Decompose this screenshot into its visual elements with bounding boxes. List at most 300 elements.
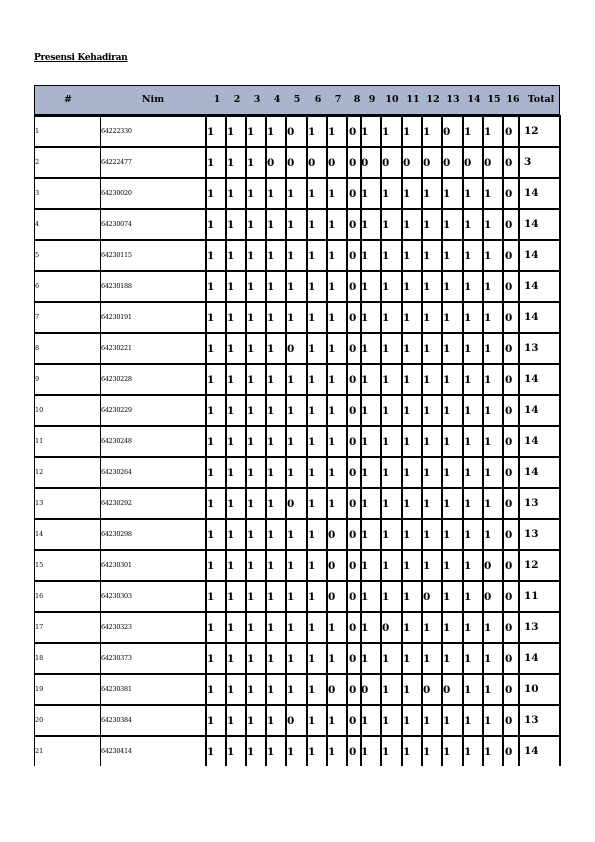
attendance-cell: 0 <box>349 312 357 324</box>
attendance-cell: 1 <box>247 467 255 479</box>
attendance-cell: 1 <box>227 498 235 510</box>
attendance-cell: 0 <box>505 467 513 479</box>
row-number: 6 <box>35 282 40 290</box>
column-divider <box>245 115 247 766</box>
attendance-cell: 1 <box>423 746 431 758</box>
attendance-cell: 0 <box>349 374 357 386</box>
attendance-cell: 1 <box>443 405 451 417</box>
attendance-cell: 0 <box>484 591 492 603</box>
attendance-cell: 1 <box>247 126 255 138</box>
attendance-cell: 1 <box>247 591 255 603</box>
attendance-cell: 1 <box>464 591 472 603</box>
attendance-cell: 0 <box>287 343 295 355</box>
attendance-cell: 1 <box>382 374 390 386</box>
attendance-cell: 0 <box>505 312 513 324</box>
attendance-cell: 1 <box>328 498 336 510</box>
attendance-cell: 1 <box>227 219 235 231</box>
row-nim: 64222330 <box>101 127 132 135</box>
attendance-cell: 1 <box>382 653 390 665</box>
attendance-cell: 1 <box>443 622 451 634</box>
row-total: 14 <box>524 187 539 199</box>
attendance-cell: 1 <box>328 622 336 634</box>
attendance-cell: 1 <box>361 746 369 758</box>
attendance-cell: 0 <box>505 250 513 262</box>
attendance-cell: 0 <box>349 436 357 448</box>
attendance-cell: 1 <box>227 312 235 324</box>
row-total: 11 <box>524 590 539 602</box>
column-divider <box>559 115 561 766</box>
attendance-cell: 0 <box>505 281 513 293</box>
column-divider <box>100 115 101 766</box>
attendance-cell: 0 <box>349 250 357 262</box>
attendance-cell: 1 <box>207 684 215 696</box>
attendance-cell: 1 <box>361 591 369 603</box>
attendance-cell: 1 <box>423 498 431 510</box>
attendance-cell: 1 <box>484 281 492 293</box>
attendance-cell: 1 <box>287 281 295 293</box>
attendance-cell: 1 <box>247 188 255 200</box>
attendance-cell: 1 <box>382 188 390 200</box>
header-session-2: 2 <box>233 94 241 105</box>
column-divider <box>502 115 504 766</box>
attendance-cell: 1 <box>227 715 235 727</box>
attendance-cell: 1 <box>207 405 215 417</box>
attendance-cell: 1 <box>423 622 431 634</box>
attendance-cell: 1 <box>287 188 295 200</box>
attendance-cell: 1 <box>207 529 215 541</box>
attendance-cell: 1 <box>328 126 336 138</box>
attendance-cell: 1 <box>423 715 431 727</box>
attendance-cell: 1 <box>423 467 431 479</box>
column-divider <box>421 115 423 766</box>
row-number: 19 <box>35 685 44 693</box>
header-session-5: 5 <box>293 94 301 105</box>
attendance-cell: 0 <box>349 684 357 696</box>
attendance-cell: 1 <box>423 126 431 138</box>
attendance-cell: 0 <box>361 684 369 696</box>
attendance-cell: 1 <box>287 436 295 448</box>
attendance-cell: 1 <box>267 467 275 479</box>
attendance-cell: 1 <box>227 188 235 200</box>
attendance-cell: 1 <box>403 250 411 262</box>
attendance-cell: 0 <box>349 746 357 758</box>
attendance-cell: 1 <box>247 374 255 386</box>
attendance-cell: 0 <box>328 684 336 696</box>
attendance-cell: 0 <box>349 498 357 510</box>
attendance-cell: 0 <box>349 653 357 665</box>
attendance-cell: 1 <box>423 188 431 200</box>
attendance-cell: 1 <box>267 684 275 696</box>
attendance-cell: 1 <box>443 529 451 541</box>
attendance-cell: 1 <box>287 591 295 603</box>
attendance-cell: 0 <box>328 560 336 572</box>
attendance-cell: 1 <box>464 560 472 572</box>
column-divider <box>34 115 35 766</box>
attendance-cell: 1 <box>484 374 492 386</box>
attendance-cell: 1 <box>207 157 215 169</box>
attendance-cell: 1 <box>247 405 255 417</box>
attendance-cell: 1 <box>443 343 451 355</box>
attendance-cell: 1 <box>423 343 431 355</box>
attendance-cell: 1 <box>207 467 215 479</box>
attendance-cell: 0 <box>382 157 390 169</box>
attendance-cell: 1 <box>361 715 369 727</box>
attendance-cell: 1 <box>403 622 411 634</box>
attendance-cell: 1 <box>207 219 215 231</box>
attendance-cell: 1 <box>484 467 492 479</box>
row-nim: 64230074 <box>101 220 132 228</box>
attendance-cell: 0 <box>349 219 357 231</box>
attendance-cell: 1 <box>484 188 492 200</box>
attendance-cell: 0 <box>349 188 357 200</box>
attendance-cell: 1 <box>403 467 411 479</box>
row-total: 14 <box>524 373 539 385</box>
attendance-cell: 1 <box>227 374 235 386</box>
header-session-3: 3 <box>253 94 261 105</box>
attendance-cell: 1 <box>361 560 369 572</box>
attendance-cell: 1 <box>484 715 492 727</box>
header-session-14: 14 <box>467 94 481 105</box>
attendance-cell: 1 <box>227 684 235 696</box>
attendance-cell: 1 <box>423 312 431 324</box>
attendance-cell: 0 <box>287 715 295 727</box>
attendance-cell: 1 <box>308 312 316 324</box>
attendance-cell: 1 <box>382 746 390 758</box>
attendance-cell: 1 <box>464 405 472 417</box>
attendance-cell: 1 <box>484 498 492 510</box>
attendance-cell: 1 <box>207 188 215 200</box>
attendance-cell: 1 <box>443 250 451 262</box>
attendance-cell: 1 <box>443 312 451 324</box>
attendance-cell: 0 <box>505 715 513 727</box>
column-divider <box>225 115 227 766</box>
attendance-cell: 1 <box>423 374 431 386</box>
row-nim: 64230298 <box>101 530 132 538</box>
row-number: 17 <box>35 623 44 631</box>
attendance-cell: 1 <box>443 746 451 758</box>
attendance-cell: 1 <box>423 219 431 231</box>
attendance-cell: 1 <box>464 529 472 541</box>
row-total: 13 <box>524 621 539 633</box>
attendance-cell: 1 <box>267 529 275 541</box>
table-header <box>34 85 560 115</box>
row-total: 14 <box>524 249 539 261</box>
attendance-cell: 1 <box>382 467 390 479</box>
row-total: 3 <box>524 156 532 168</box>
header-session-16: 16 <box>506 94 520 105</box>
attendance-cell: 1 <box>227 157 235 169</box>
attendance-cell: 1 <box>308 653 316 665</box>
attendance-cell: 0 <box>349 715 357 727</box>
attendance-cell: 1 <box>287 622 295 634</box>
row-number: 15 <box>35 561 44 569</box>
attendance-cell: 1 <box>207 126 215 138</box>
row-total: 12 <box>524 125 539 137</box>
attendance-cell: 1 <box>403 312 411 324</box>
attendance-cell: 1 <box>464 467 472 479</box>
column-divider <box>441 115 443 766</box>
attendance-cell: 1 <box>382 405 390 417</box>
row-number: 5 <box>35 251 40 259</box>
attendance-cell: 1 <box>287 250 295 262</box>
column-divider <box>265 115 267 766</box>
attendance-cell: 0 <box>423 591 431 603</box>
attendance-cell: 1 <box>382 281 390 293</box>
row-nim: 64230229 <box>101 406 132 414</box>
attendance-cell: 1 <box>328 715 336 727</box>
attendance-cell: 1 <box>464 312 472 324</box>
attendance-cell: 1 <box>484 405 492 417</box>
attendance-cell: 1 <box>328 250 336 262</box>
attendance-cell: 1 <box>267 653 275 665</box>
attendance-cell: 1 <box>308 684 316 696</box>
attendance-cell: 0 <box>505 343 513 355</box>
attendance-cell: 1 <box>464 498 472 510</box>
row-nim: 64230248 <box>101 437 132 445</box>
attendance-cell: 1 <box>443 374 451 386</box>
attendance-cell: 1 <box>308 281 316 293</box>
attendance-cell: 1 <box>382 219 390 231</box>
attendance-cell: 1 <box>227 560 235 572</box>
attendance-cell: 1 <box>207 715 215 727</box>
attendance-cell: 1 <box>464 715 472 727</box>
row-number: 4 <box>35 220 40 228</box>
attendance-cell: 0 <box>349 343 357 355</box>
row-total: 14 <box>524 745 539 757</box>
column-divider <box>205 115 207 766</box>
attendance-cell: 1 <box>207 622 215 634</box>
attendance-cell: 0 <box>505 622 513 634</box>
attendance-cell: 1 <box>308 591 316 603</box>
row-total: 10 <box>524 683 539 695</box>
column-divider <box>360 115 362 766</box>
attendance-cell: 0 <box>505 374 513 386</box>
row-nim: 64230301 <box>101 561 132 569</box>
attendance-cell: 1 <box>443 219 451 231</box>
row-number: 13 <box>35 499 44 507</box>
attendance-cell: 1 <box>308 250 316 262</box>
row-number: 18 <box>35 654 44 662</box>
attendance-cell: 1 <box>328 746 336 758</box>
attendance-cell: 1 <box>247 250 255 262</box>
row-nim: 64230020 <box>101 189 132 197</box>
attendance-cell: 1 <box>267 343 275 355</box>
row-nim: 64230191 <box>101 313 132 321</box>
attendance-cell: 1 <box>247 529 255 541</box>
attendance-cell: 1 <box>308 126 316 138</box>
row-nim: 64230373 <box>101 654 132 662</box>
attendance-cell: 1 <box>227 281 235 293</box>
attendance-cell: 1 <box>403 715 411 727</box>
attendance-cell: 1 <box>423 653 431 665</box>
column-divider <box>380 115 382 766</box>
attendance-cell: 0 <box>505 498 513 510</box>
attendance-cell: 1 <box>464 684 472 696</box>
attendance-cell: 1 <box>247 498 255 510</box>
attendance-cell: 1 <box>267 591 275 603</box>
attendance-cell: 1 <box>308 746 316 758</box>
attendance-cell: 1 <box>267 312 275 324</box>
attendance-cell: 1 <box>328 219 336 231</box>
attendance-cell: 0 <box>349 560 357 572</box>
row-number: 16 <box>35 592 44 600</box>
attendance-cell: 0 <box>349 622 357 634</box>
attendance-cell: 0 <box>484 560 492 572</box>
attendance-cell: 1 <box>423 560 431 572</box>
row-total: 14 <box>524 311 539 323</box>
attendance-cell: 1 <box>227 467 235 479</box>
attendance-cell: 1 <box>207 281 215 293</box>
attendance-cell: 0 <box>328 591 336 603</box>
row-number: 3 <box>35 189 40 197</box>
attendance-cell: 1 <box>361 405 369 417</box>
attendance-cell: 1 <box>267 715 275 727</box>
attendance-cell: 0 <box>505 436 513 448</box>
attendance-cell: 1 <box>361 467 369 479</box>
header-session-1: 1 <box>213 94 221 105</box>
attendance-cell: 0 <box>505 746 513 758</box>
attendance-cell: 1 <box>227 746 235 758</box>
attendance-cell: 1 <box>227 405 235 417</box>
attendance-cell: 1 <box>287 746 295 758</box>
attendance-cell: 0 <box>287 157 295 169</box>
attendance-cell: 1 <box>382 591 390 603</box>
attendance-cell: 1 <box>484 219 492 231</box>
row-nim: 64230292 <box>101 499 132 507</box>
row-number: 14 <box>35 530 44 538</box>
attendance-cell: 1 <box>328 653 336 665</box>
attendance-cell: 1 <box>464 436 472 448</box>
header-session-7: 7 <box>334 94 342 105</box>
attendance-cell: 1 <box>361 126 369 138</box>
row-nim: 64230303 <box>101 592 132 600</box>
attendance-cell: 1 <box>308 498 316 510</box>
row-nim: 64230381 <box>101 685 132 693</box>
attendance-cell: 0 <box>443 684 451 696</box>
attendance-cell: 1 <box>403 374 411 386</box>
attendance-cell: 1 <box>423 405 431 417</box>
attendance-cell: 1 <box>484 653 492 665</box>
attendance-cell: 1 <box>207 312 215 324</box>
attendance-cell: 1 <box>328 467 336 479</box>
attendance-cell: 0 <box>505 560 513 572</box>
attendance-cell: 1 <box>267 498 275 510</box>
attendance-cell: 1 <box>247 653 255 665</box>
row-nim: 64230384 <box>101 716 132 724</box>
attendance-cell: 1 <box>227 436 235 448</box>
column-divider <box>462 115 464 766</box>
attendance-cell: 1 <box>308 405 316 417</box>
row-number: 10 <box>35 406 44 414</box>
attendance-cell: 1 <box>267 622 275 634</box>
attendance-cell: 0 <box>505 157 513 169</box>
attendance-cell: 1 <box>247 157 255 169</box>
attendance-cell: 1 <box>287 684 295 696</box>
attendance-cell: 1 <box>361 281 369 293</box>
attendance-cell: 1 <box>361 250 369 262</box>
page-title: Presensi Kehadiran <box>34 53 128 63</box>
attendance-cell: 0 <box>382 622 390 634</box>
attendance-cell: 1 <box>267 188 275 200</box>
attendance-cell: 1 <box>361 529 369 541</box>
attendance-cell: 1 <box>308 343 316 355</box>
header-session-9: 9 <box>368 94 376 105</box>
row-total: 13 <box>524 714 539 726</box>
attendance-cell: 1 <box>443 653 451 665</box>
header-nim: Nim <box>141 94 165 105</box>
attendance-cell: 0 <box>403 157 411 169</box>
attendance-cell: 1 <box>403 405 411 417</box>
attendance-cell: 1 <box>464 343 472 355</box>
attendance-cell: 1 <box>484 529 492 541</box>
column-divider <box>326 115 328 766</box>
attendance-cell: 1 <box>227 529 235 541</box>
attendance-cell: 1 <box>403 591 411 603</box>
attendance-cell: 1 <box>227 343 235 355</box>
attendance-cell: 0 <box>505 684 513 696</box>
attendance-cell: 1 <box>382 436 390 448</box>
attendance-cell: 1 <box>484 436 492 448</box>
attendance-cell: 1 <box>403 684 411 696</box>
attendance-cell: 1 <box>382 343 390 355</box>
attendance-cell: 1 <box>287 405 295 417</box>
attendance-cell: 1 <box>328 374 336 386</box>
attendance-cell: 1 <box>464 746 472 758</box>
row-number: 21 <box>35 747 44 755</box>
attendance-cell: 0 <box>443 126 451 138</box>
attendance-cell: 1 <box>328 436 336 448</box>
attendance-cell: 1 <box>308 219 316 231</box>
attendance-cell: 0 <box>505 591 513 603</box>
row-number: 9 <box>35 375 40 383</box>
attendance-cell: 1 <box>287 529 295 541</box>
attendance-cell: 1 <box>403 126 411 138</box>
column-divider <box>346 115 348 766</box>
attendance-cell: 1 <box>423 436 431 448</box>
attendance-cell: 1 <box>247 312 255 324</box>
attendance-cell: 0 <box>484 157 492 169</box>
attendance-cell: 1 <box>247 219 255 231</box>
row-nim: 64230188 <box>101 282 132 290</box>
attendance-cell: 1 <box>308 560 316 572</box>
attendance-cell: 1 <box>308 436 316 448</box>
attendance-cell: 1 <box>247 560 255 572</box>
attendance-cell: 1 <box>484 312 492 324</box>
attendance-cell: 1 <box>464 219 472 231</box>
attendance-cell: 1 <box>423 250 431 262</box>
attendance-cell: 1 <box>382 498 390 510</box>
attendance-cell: 1 <box>361 374 369 386</box>
attendance-cell: 0 <box>443 157 451 169</box>
row-total: 14 <box>524 280 539 292</box>
attendance-cell: 1 <box>287 312 295 324</box>
attendance-cell: 1 <box>267 374 275 386</box>
attendance-cell: 0 <box>423 684 431 696</box>
attendance-cell: 1 <box>267 219 275 231</box>
header-session-10: 10 <box>385 94 399 105</box>
header-total: Total <box>527 94 555 105</box>
attendance-cell: 1 <box>443 560 451 572</box>
attendance-cell: 0 <box>308 157 316 169</box>
header-session-12: 12 <box>426 94 440 105</box>
attendance-cell: 1 <box>207 498 215 510</box>
attendance-cell: 0 <box>349 467 357 479</box>
attendance-cell: 1 <box>382 684 390 696</box>
attendance-cell: 0 <box>328 529 336 541</box>
attendance-cell: 1 <box>464 188 472 200</box>
row-nim: 64230323 <box>101 623 132 631</box>
attendance-cell: 1 <box>403 219 411 231</box>
